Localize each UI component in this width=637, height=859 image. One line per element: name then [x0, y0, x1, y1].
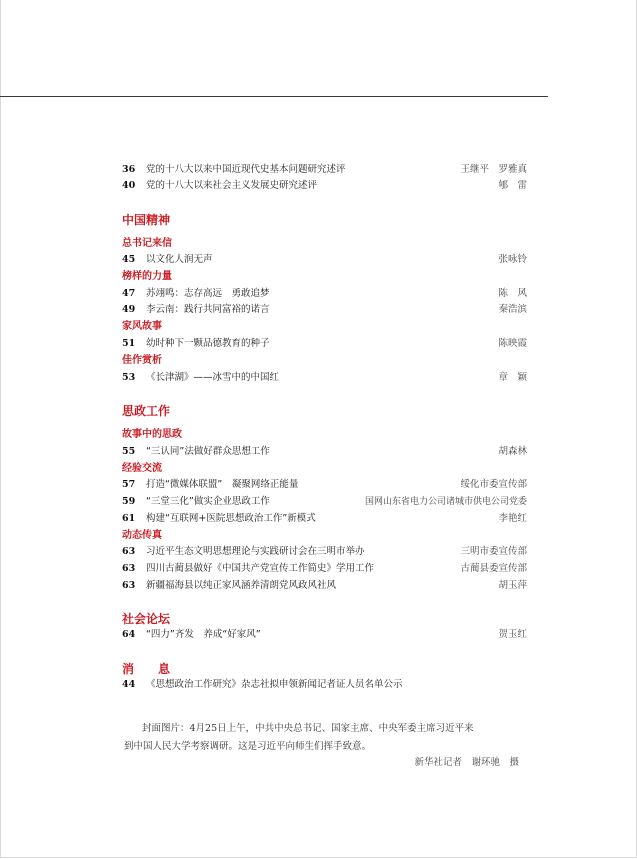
page-number: 53 [122, 372, 136, 383]
article-author: 陈映霞 [498, 338, 527, 349]
cover-caption: 到中国人民大学考察调研。这是习近平向师生们挥手致意。 [124, 741, 372, 752]
article-author: 李艳红 [498, 513, 527, 524]
page-number: 61 [122, 513, 136, 524]
page-number: 47 [122, 288, 136, 299]
toc-entry[interactable] [122, 579, 527, 593]
article-author: 陈 风 [498, 288, 527, 299]
photo-credit: 新华社记者 谢环驰 摄 [414, 757, 519, 768]
article-title: “四力”齐发 养成“好家风” [146, 629, 261, 640]
article-title: 新疆福海县以纯正家风涵养清朗党风政风社风 [146, 580, 337, 591]
section-title: 消 息 [122, 662, 171, 676]
article-author: 王继平 罗雅真 [460, 164, 527, 175]
toc-entry[interactable] [122, 179, 527, 193]
article-title: 以文化人润无声 [146, 254, 213, 265]
section-title: 思政工作 [122, 404, 171, 418]
page-number: 64 [122, 629, 136, 640]
page-number: 40 [122, 180, 136, 191]
toc-entry[interactable] [122, 445, 527, 459]
toc-entry[interactable] [122, 628, 527, 642]
toc-entry[interactable] [122, 371, 527, 385]
toc-entry[interactable] [122, 545, 527, 559]
article-author: 三明市委宣传部 [460, 546, 527, 557]
article-title: 《思想政治工作研究》杂志社拟申领新闻记者证人员名单公示 [146, 679, 403, 690]
article-title: 党的十八大以来社会主义发展史研究述评 [146, 180, 318, 191]
page-number: 63 [122, 563, 136, 574]
article-author: 郇 雷 [498, 180, 527, 191]
article-author: 秦浩滨 [498, 304, 527, 315]
subsection-title: 总书记来信 [122, 238, 172, 249]
toc-entry[interactable] [122, 337, 527, 351]
article-author: 国网山东省电力公司诸城市供电公司党委 [364, 497, 527, 507]
toc-entry[interactable] [122, 253, 527, 267]
article-author: 贺玉红 [498, 629, 527, 640]
subsection-title: 故事中的思政 [122, 429, 182, 440]
page-number: 36 [122, 164, 136, 175]
page-number: 55 [122, 446, 136, 457]
page-number: 49 [122, 304, 136, 315]
section-title: 中国精神 [122, 213, 171, 227]
article-title: 构建“互联网+医院思想政治工作”新模式 [146, 513, 316, 524]
page-number: 44 [122, 679, 136, 690]
article-author: 古蔺县委宣传部 [460, 563, 527, 574]
toc-entry[interactable] [122, 562, 527, 576]
section-title: 社会论坛 [122, 612, 171, 626]
page-number: 59 [122, 496, 136, 507]
subsection-title: 榜样的力量 [122, 271, 172, 282]
toc-entry[interactable] [122, 678, 527, 692]
page-number: 57 [122, 479, 136, 490]
article-author: 章 颖 [498, 372, 527, 383]
article-author: 胡森林 [498, 446, 527, 457]
article-title: “三堂三化”做实企业思政工作 [146, 496, 270, 507]
subsection-title: 动态传真 [122, 530, 162, 541]
article-title: 四川古蔺县做好《中国共产党宣传工作简史》学用工作 [146, 563, 375, 574]
page-number: 63 [122, 580, 136, 591]
toc-entry[interactable] [122, 495, 527, 509]
article-title: 苏翊鸣：志存高远 勇敢追梦 [146, 288, 270, 299]
subsection-title: 家风故事 [122, 321, 162, 332]
subsection-title: 佳作赏析 [122, 355, 162, 366]
article-author: 绥化市委宣传部 [460, 479, 527, 490]
toc-entry[interactable] [122, 478, 527, 492]
article-author: 张咏铃 [498, 254, 527, 265]
article-title: 党的十八大以来中国近现代史基本问题研究述评 [146, 164, 346, 175]
toc-entry[interactable] [122, 512, 527, 526]
article-title: 幼时种下一颗品德教育的种子 [146, 338, 270, 349]
page-number: 45 [122, 254, 136, 265]
article-author: 胡玉萍 [498, 580, 527, 591]
toc-entry[interactable] [122, 163, 527, 177]
article-title: 习近平生态文明思想理论与实践研讨会在三明市举办 [146, 546, 365, 557]
article-title: 《长津湖》——冰雪中的中国红 [146, 372, 280, 383]
header-rule [0, 96, 548, 97]
page-number: 51 [122, 338, 136, 349]
page-number: 63 [122, 546, 136, 557]
cover-caption: 封面图片：4月25日上午，中共中央总书记、国家主席、中央军委主席习近平来 [142, 723, 474, 734]
toc-entry[interactable] [122, 303, 527, 317]
subsection-title: 经验交流 [122, 463, 162, 474]
article-title: “三认同”法做好群众思想工作 [146, 446, 270, 457]
article-title: 打造“微媒体联盟” 凝聚网络正能量 [146, 479, 299, 490]
article-title: 李云南：践行共同富裕的诺言 [146, 304, 270, 315]
toc-entry[interactable] [122, 287, 527, 301]
